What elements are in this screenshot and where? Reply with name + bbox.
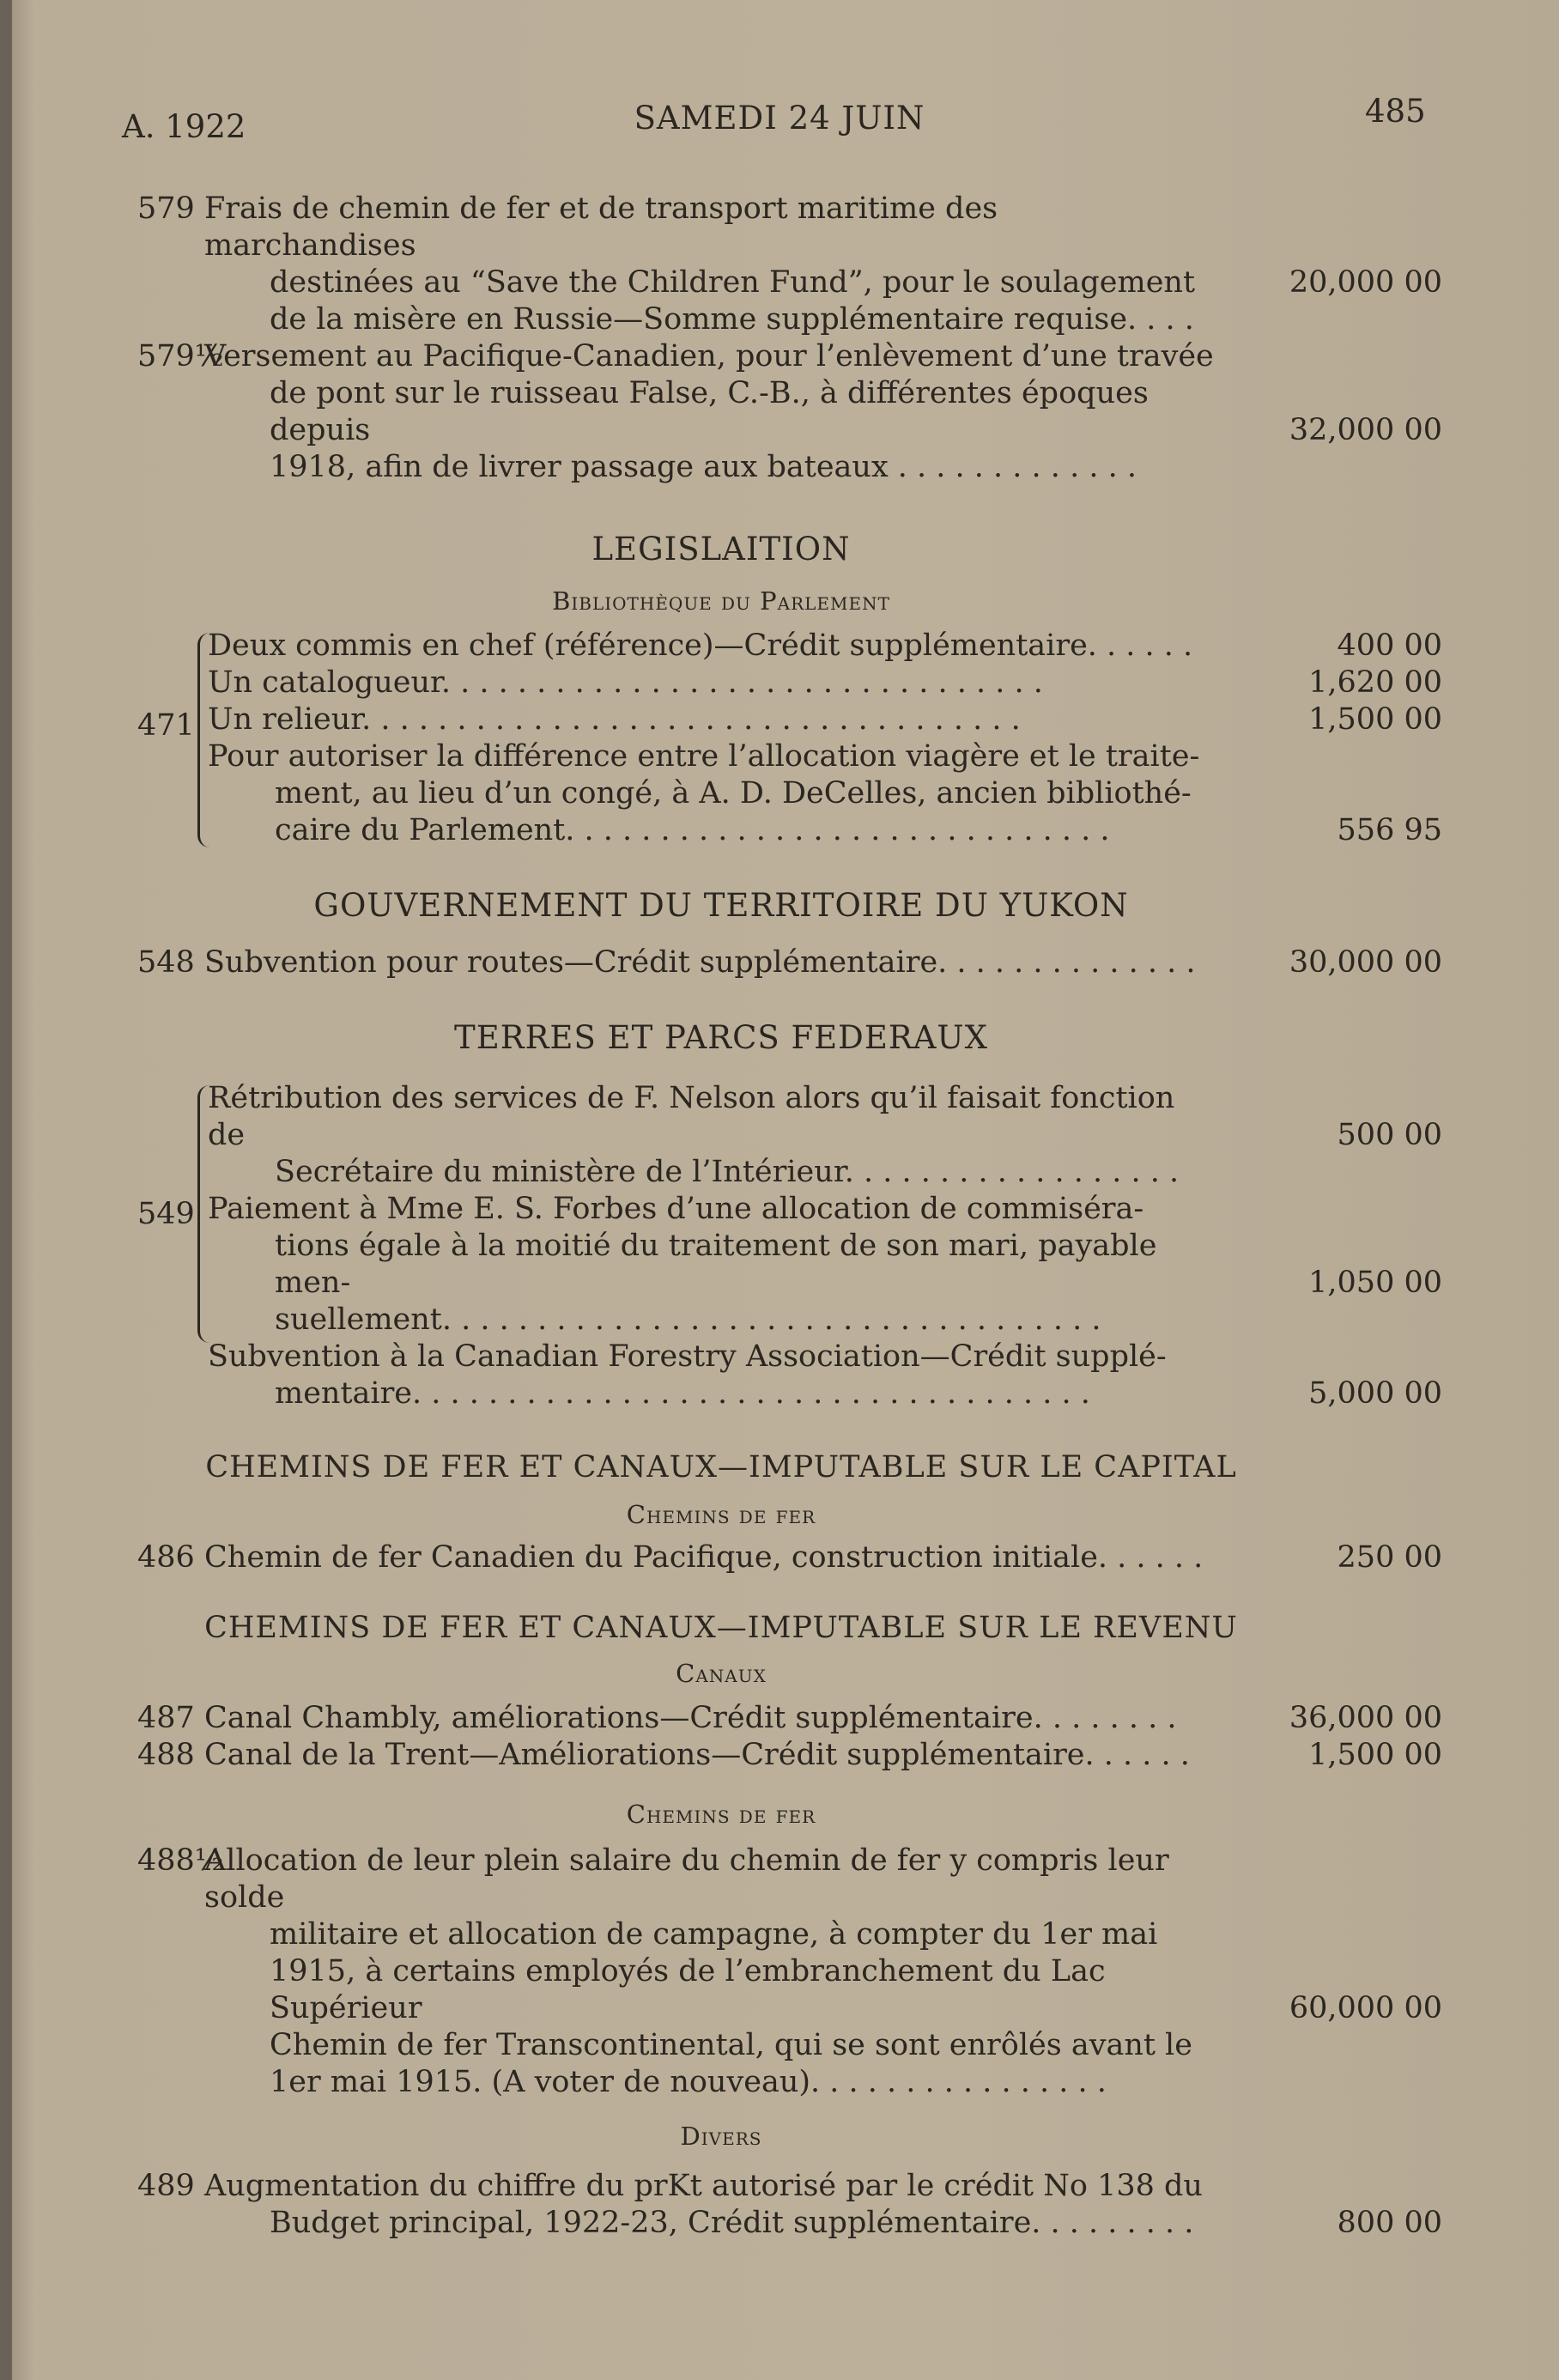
- entry-579: [137, 191, 1442, 338]
- entry-579-half: [137, 338, 1442, 486]
- entry-number: 487: [137, 1701, 195, 1735]
- entry-line: Subvention pour routes—Crédit supplémentaire. . . . . . . . . . . . . .: [204, 945, 1196, 980]
- item-line: mentaire. . . . . . . . . . . . . . . . . . . . . . . . . . . . . . . . . . . .: [275, 1376, 1090, 1411]
- item-amount: 500 00: [1337, 1118, 1442, 1152]
- section-title: GOUVERNEMENT DU TERRITOIRE DU YUKON: [313, 887, 1129, 924]
- subsection-title: Bibliothèque du Parlement: [552, 586, 890, 616]
- entry-amount: 1,500 00: [1308, 1738, 1442, 1772]
- entry-line: Chemin de fer Transcontinental, qui se sont enrôlés avant le: [270, 2028, 1192, 2062]
- item-amount: 1,050 00: [1308, 1266, 1442, 1300]
- entry-number: 488½: [137, 1843, 224, 1878]
- entry-line: de la misère en Russie—Somme supplémentaire requise. . . .: [270, 302, 1194, 337]
- section-title: TERRES ET PARCS FEDERAUX: [454, 1019, 988, 1056]
- item-amount: 400 00: [1337, 628, 1442, 663]
- item-amount: 5,000 00: [1308, 1376, 1442, 1411]
- subsection-title: Chemins de fer: [626, 1500, 816, 1529]
- entry-amount: 20,000 00: [1289, 265, 1442, 300]
- page-header: [0, 93, 1559, 144]
- entry-number: 579: [137, 191, 195, 226]
- group-item: [208, 701, 1442, 738]
- item-amount: 1,620 00: [1308, 665, 1442, 700]
- item-amount: 556 95: [1337, 813, 1442, 847]
- header-year: A. 1922: [122, 108, 246, 145]
- item-line: Deux commis en chef (référence)—Crédit supplémentaire. . . . . .: [208, 628, 1193, 663]
- entry-line: Versement au Pacifique-Canadien, pour l’enlèvement d’une travée: [204, 339, 1214, 373]
- page-content: [137, 180, 1442, 2242]
- item-line: Subvention à la Canadian Forestry Association—Crédit supplé-: [208, 1339, 1167, 1374]
- entry-line: Canal de la Trent—Améliorations—Crédit supplémentaire. . . . . .: [204, 1738, 1190, 1772]
- entry-number: 488: [137, 1738, 195, 1772]
- entry-line: Canal Chambly, améliorations—Crédit supplémentaire. . . . . . . .: [204, 1701, 1177, 1735]
- subsection-title: Chemins de fer: [626, 1800, 816, 1829]
- item-line: Pour autoriser la différence entre l’allocation viagère et le traite-: [208, 739, 1200, 774]
- entry-number: 548: [137, 945, 195, 980]
- entry-line: Chemin de fer Canadien du Pacifique, construction initiale. . . . . .: [204, 1540, 1204, 1575]
- section-title: LEGISLAITION: [591, 531, 851, 568]
- section-title: CHEMINS DE FER ET CANAUX—IMPUTABLE SUR LE REVENU: [204, 1611, 1238, 1645]
- entry-488: [137, 1737, 1442, 1774]
- group-item: [208, 1191, 1442, 1339]
- entry-486: [137, 1539, 1442, 1576]
- entry-548: [137, 944, 1442, 981]
- header-date: SAMEDI 24 JUIN: [634, 100, 925, 137]
- item-line: Secrétaire du ministère de l’Intérieur. . . . . . . . . . . . . . . . . .: [275, 1155, 1180, 1189]
- page-edge: [0, 0, 12, 2380]
- entry-488-half: [137, 1843, 1442, 2101]
- group-471: [137, 628, 1442, 849]
- subsection-title: Divers: [680, 2122, 762, 2151]
- entry-number: 486: [137, 1540, 195, 1575]
- entry-489: [137, 2168, 1442, 2242]
- group-item: [208, 628, 1442, 665]
- entry-line: 1915, à certains employés de l’embranchement du Lac Supérieur: [270, 1954, 1106, 2025]
- item-line: Paiement à Mme E. S. Forbes d’une allocation de commiséra-: [208, 1192, 1144, 1226]
- item-amount: 1,500 00: [1308, 702, 1442, 737]
- entry-line: Budget principal, 1922-23, Crédit supplémentaire. . . . . . . . .: [270, 2206, 1194, 2240]
- entry-line: 1918, afin de livrer passage aux bateaux . . . . . . . . . . . . .: [270, 450, 1137, 484]
- item-line: suellement. . . . . . . . . . . . . . . . . . . . . . . . . . . . . . . . . . .: [275, 1302, 1101, 1337]
- group-number: 471: [137, 708, 195, 743]
- item-line: tions égale à la moitié du traitement de son mari, payable men-: [275, 1229, 1157, 1300]
- entry-amount: 800 00: [1337, 2206, 1442, 2240]
- entry-line: militaire et allocation de campagne, à compter du 1er mai: [270, 1917, 1158, 1952]
- item-line: Un catalogueur. . . . . . . . . . . . . . . . . . . . . . . . . . . . . . . .: [208, 665, 1043, 700]
- entry-487: [137, 1700, 1442, 1737]
- entry-line: Allocation de leur plein salaire du chemin de fer y compris leur solde: [204, 1843, 1169, 1915]
- item-line: Un relieur. . . . . . . . . . . . . . . . . . . . . . . . . . . . . . . . . . .: [208, 702, 1021, 737]
- entry-line: Frais de chemin de fer et de transport maritime des marchandises: [204, 191, 998, 263]
- item-line: ment, au lieu d’un congé, à A. D. DeCelles, ancien bibliothé-: [275, 776, 1192, 811]
- group-item: [208, 1080, 1442, 1191]
- entry-amount: 30,000 00: [1289, 945, 1442, 980]
- entry-number: 489: [137, 2169, 195, 2203]
- entry-amount: 60,000 00: [1289, 1991, 1442, 2025]
- entry-line: destinées au “Save the Children Fund”, pour le soulagement: [270, 265, 1196, 300]
- group-549: [137, 1080, 1442, 1412]
- subsection-title: Canaux: [676, 1659, 767, 1688]
- entry-line: Augmentation du chiffre du prKt autorisé par le crédit No 138 du: [204, 2169, 1203, 2203]
- entry-amount: 36,000 00: [1289, 1701, 1442, 1735]
- group-number: 549: [137, 1197, 195, 1231]
- item-line: Rétribution des services de F. Nelson alors qu’il faisait fonction de: [208, 1081, 1175, 1152]
- item-line: caire du Parlement. . . . . . . . . . . . . . . . . . . . . . . . . . . . .: [275, 813, 1110, 847]
- group-item: [208, 1339, 1442, 1412]
- group-item: [208, 738, 1442, 849]
- entry-line: de pont sur le ruisseau False, C.-B., à différentes époques depuis: [270, 376, 1149, 447]
- page-number: 485: [1365, 93, 1426, 130]
- section-title: CHEMINS DE FER ET CANAUX—IMPUTABLE SUR LE CAPITAL: [205, 1450, 1237, 1484]
- entry-number: 579½: [137, 339, 224, 373]
- entry-line: 1er mai 1915. (A voter de nouveau). . . . . . . . . . . . . . . .: [270, 2065, 1107, 2099]
- entry-amount: 250 00: [1337, 1540, 1442, 1575]
- entry-amount: 32,000 00: [1289, 413, 1442, 447]
- group-item: [208, 665, 1442, 701]
